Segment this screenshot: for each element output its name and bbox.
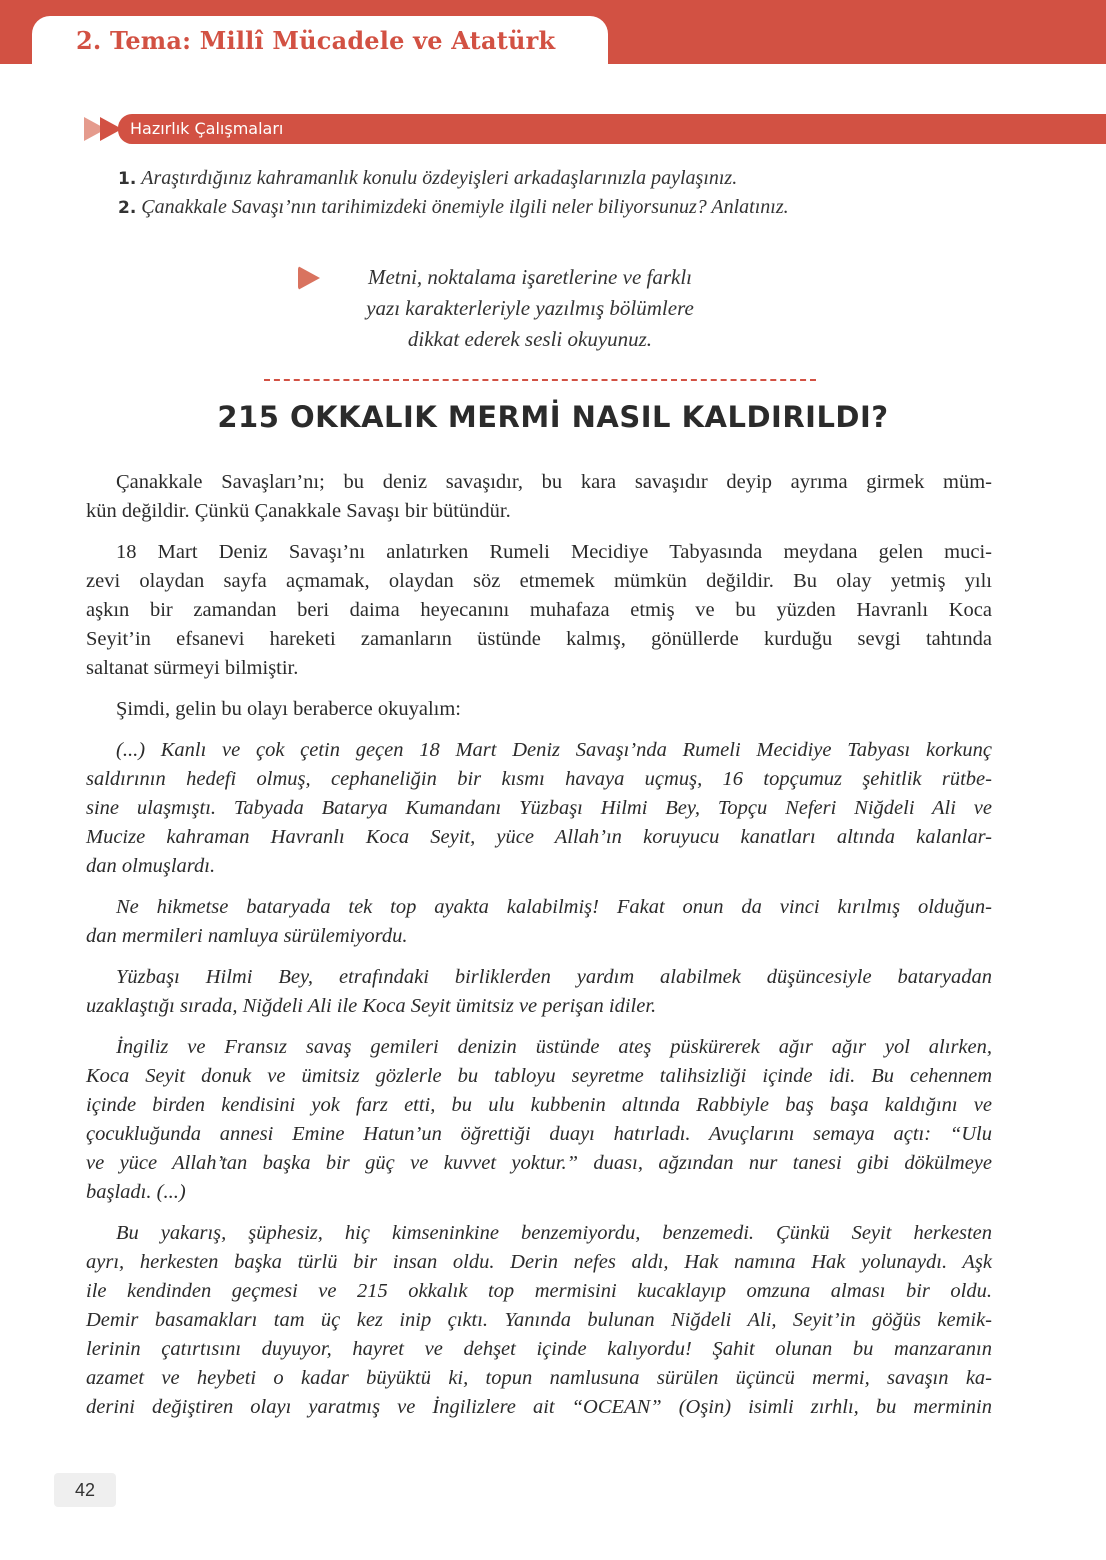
paragraph [86, 963, 992, 1021]
question-number: 1. [118, 169, 137, 189]
text-line: Mucize kahraman Havranlı Koca Seyit, yüce Allah’ın koruyucu kanatları altında kalanlar- [86, 826, 992, 848]
text-line: zevi olaydan sayfa açmamak, olaydan söz etmemek mümkün değildir. Bu olay yetmiş yılı [86, 570, 992, 592]
text-line: saltanat sürmeyi bilmiştir. [86, 657, 299, 679]
question-text: Çanakkale Savaşı’nın tarihimizdeki önemiyle ilgili neler biliyorsunuz? Anlatınız. [141, 196, 789, 218]
paragraph [86, 893, 992, 951]
paragraph [86, 736, 992, 881]
paragraph [86, 1033, 992, 1207]
text-line: derini değiştiren olayı yaratmış ve İngilizlere ait “OCEAN” (Oşin) isimli zırhlı, bu merminin [86, 1396, 992, 1418]
question-number: 2. [118, 198, 137, 218]
text-line: İngiliz ve Fransız savaş gemileri denizin üstünde ateş püskürerek ağır ağır yol alırken, [116, 1036, 992, 1058]
paragraph [86, 1219, 992, 1422]
paragraph [86, 695, 992, 724]
text-line: dan mermileri namluya sürülemiyordu. [86, 925, 408, 947]
text-line: Koca Seyit donuk ve ümitsiz gözlerle bu tabloyu seyretme talihsizliği içinde idi. Bu cehennem [86, 1065, 992, 1087]
text-line: sine ulaşmıştı. Tabyada Batarya Kumandanı Yüzbaşı Hilmi Bey, Topçu Neferi Niğdeli Ali ve [86, 797, 992, 819]
text-line: 18 Mart Deniz Savaşı’nı anlatırken Rumeli Mecidiye Tabyasında meydana gelen muci- [116, 541, 992, 563]
text-line: Seyit’in efsanevi hareketi zamanların üstünde kalmış, gönüllerde kurduğu sevgi tahtında [86, 628, 992, 650]
theme-title: 2. Tema: Millî Mücadele ve Atatürk [76, 26, 556, 55]
question-text: Araştırdığınız kahramanlık konulu özdeyişleri arkadaşlarınızla paylaşınız. [141, 167, 738, 189]
paragraph [86, 468, 992, 526]
text-line: çocukluğunda annesi Emine Hatun’un öğrettiği duayı hatırladı. Avuçlarını semaya açtı: “Ulu [86, 1123, 992, 1145]
arrow-icon [100, 117, 122, 141]
story-title: 215 OKKALIK MERMİ NASIL KALDIRILDI? [217, 400, 889, 434]
text-line: lerinin çatırtısını duyuyor, hayret ve dehşet içinde kalıyordu! Şahit olunan bu manzaranın [86, 1338, 992, 1360]
text-line: ile kendinden geçmesi ve 215 okkalık top mermisini kucaklayıp omzuna alması bir oldu. [86, 1280, 992, 1302]
text-line: Yüzbaşı Hilmi Bey, etrafındaki birliklerden yardım alabilmek düşüncesiyle bataryadan [116, 966, 992, 988]
text-line: azamet ve heybeti o kadar büyüktü ki, topun namlusuna sürülen üçüncü mermi, savaşın ka- [86, 1367, 992, 1389]
reading-instruction [300, 262, 760, 355]
preparation-label: Hazırlık Çalışmaları [130, 119, 284, 138]
dashed-divider [264, 379, 816, 381]
story-body [86, 468, 992, 1434]
text-line: (...) Kanlı ve çok çetin geçen 18 Mart Deniz Savaşı’nda Rumeli Mecidiye Tabyası korkunç [116, 739, 992, 761]
text-line: ve yüce Allah’tan başka bir güç ve kuvvet yoktur.” duası, ağzından nur tanesi gibi dökülmeye [86, 1152, 992, 1174]
text-line: uzaklaştığı sırada, Niğdeli Ali ile Koca Seyit ümitsiz ve perişan idiler. [86, 995, 657, 1017]
text-line: dan olmuşlardı. [86, 855, 216, 877]
text-line: Bu yakarış, şüphesiz, hiç kimseninkine benzemiyordu, benzemedi. Çünkü Seyit herkesten [116, 1222, 992, 1244]
text-line: aşkın bir zamandan beri daima heyecanını muhafaza etmiş ve bu yüzden Havranlı Koca [86, 599, 992, 621]
text-line: içinde birden kendisini yok farz etti, bu ulu kubbenin altında Rabbiyle baş başa kaldığını ve [86, 1094, 992, 1116]
text-line: saldırının hedefi olmuş, cephaneliğin bir kısmı havaya uçmuş, 16 topçumuz şehitlik rütbe- [86, 768, 992, 790]
question-item [118, 164, 1018, 193]
preparation-questions [118, 164, 1018, 222]
text-line: ayrı, herkesten başka türlü bir insan oldu. Derin nefes aldı, Hak namına Hak yolunaydı. Aşk [86, 1251, 992, 1273]
paragraph [86, 538, 992, 683]
text-line: Demir basamakları tam üç kez inip çıktı. Yanında bulunan Niğdeli Ali, Seyit’in göğüs kemik- [86, 1309, 992, 1331]
text-line: başladı. (...) [86, 1181, 186, 1203]
question-item [118, 193, 1018, 222]
top-banner [0, 0, 1106, 64]
instruction-line: Metni, noktalama işaretlerine ve farklı [367, 265, 693, 289]
text-line: kün değildir. Çünkü Çanakkale Savaşı bir bütündür. [86, 500, 511, 522]
instruction-line: dikkat ederek sesli okuyunuz. [407, 327, 653, 351]
preparation-header [82, 114, 1106, 144]
text-line: Ne hikmetse bataryada tek top ayakta kalabilmiş! Fakat onun da vinci kırılmış olduğun- [116, 896, 992, 918]
page-number: 42 [54, 1473, 116, 1507]
text-line: Çanakkale Savaşları’nı; bu deniz savaşıdır, bu kara savaşıdır deyip ayrıma girmek müm- [116, 471, 992, 493]
instruction-line: yazı karakterleriyle yazılmış bölümlere [366, 296, 694, 320]
text-line: Şimdi, gelin bu olayı beraberce okuyalım: [116, 698, 461, 720]
